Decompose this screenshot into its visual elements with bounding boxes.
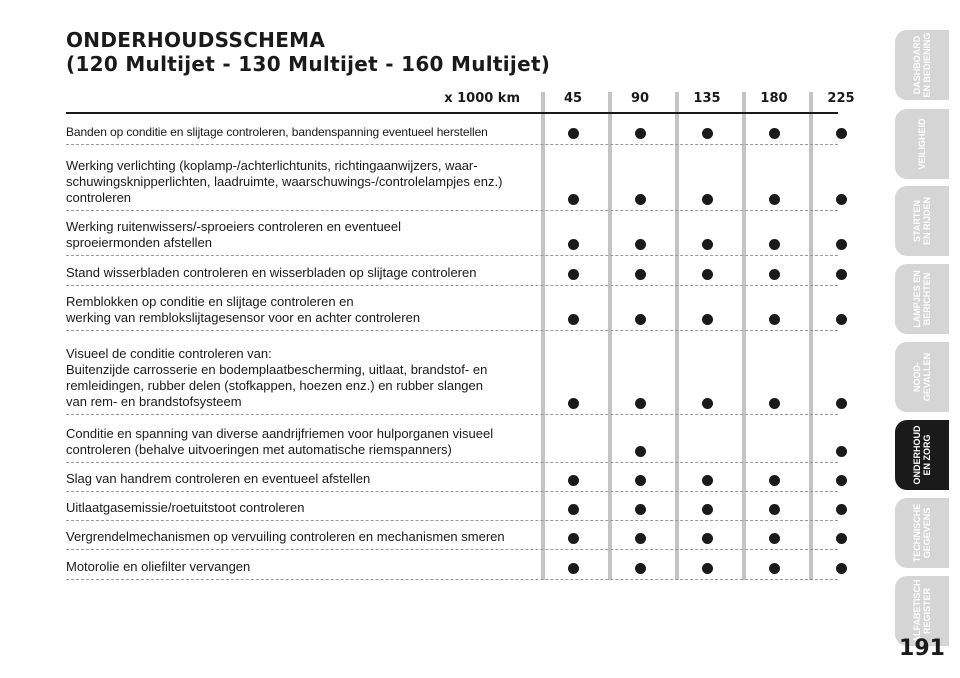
interval-check-mark: [836, 239, 847, 250]
chapter-tab-label: DASHBOARD EN BEDIENING: [912, 32, 932, 98]
interval-header-90: 90: [630, 91, 650, 106]
header-rule: [66, 112, 838, 114]
row-task-text: Remblokken op conditie en slijtage controleren en werking van remblokslijtagesensor voor en achter controleren: [66, 294, 421, 325]
interval-check-mark: [836, 128, 847, 139]
chapter-tab[interactable]: [895, 264, 949, 334]
interval-check-mark: [568, 475, 579, 486]
table-row: [66, 256, 838, 286]
table-row: [66, 521, 838, 550]
row-task-text: Motorolie en oliefilter vervangen: [66, 559, 251, 574]
interval-check-mark: [635, 446, 646, 457]
title-line-2: (120 Multijet - 130 Multijet - 160 Multijet): [66, 52, 551, 76]
interval-check-mark: [769, 239, 780, 250]
table-row: [66, 415, 838, 463]
interval-header-45: 45: [563, 91, 583, 106]
row-task-text: Stand wisserbladen controleren en wisserbladen op slijtage controleren: [66, 265, 477, 280]
interval-check-mark: [635, 194, 646, 205]
interval-check-mark: [769, 398, 780, 409]
interval-check-mark: [702, 194, 713, 205]
chapter-tab[interactable]: [895, 186, 949, 256]
interval-check-mark: [836, 563, 847, 574]
interval-check-mark: [568, 239, 579, 250]
chapter-tab-label: ONDERHOUD EN ZORG: [912, 425, 932, 485]
page-number: 191: [899, 636, 945, 661]
chapter-tab[interactable]: [895, 30, 949, 100]
interval-check-mark: [836, 398, 847, 409]
interval-check-mark: [568, 398, 579, 409]
interval-check-mark: [836, 269, 847, 280]
table-row: [66, 492, 838, 521]
interval-header-135: 135: [693, 91, 721, 106]
row-task-text: Uitlaatgasemissie/roetuitstoot controleren: [66, 500, 305, 515]
table-row: [66, 211, 838, 256]
row-task-text: Werking ruitenwissers/-sproeiers controleren en eventueel sproeiermonden afstellen: [66, 219, 402, 250]
interval-header-180: 180: [760, 91, 788, 106]
interval-check-mark: [702, 128, 713, 139]
row-task-text: Werking verlichting (koplamp-/achterlichtunits, richtingaanwijzers, waar- schuwingsknipperlichten, laadruimte, waarschuwings-/controlelampjes enz.) controleren: [66, 158, 503, 205]
chapter-tab-label: LAMPJES EN BERICHTEN: [912, 270, 932, 328]
chapter-tab[interactable]: [895, 342, 949, 412]
interval-check-mark: [702, 475, 713, 486]
interval-check-mark: [836, 504, 847, 515]
interval-check-mark: [702, 269, 713, 280]
interval-check-mark: [769, 194, 780, 205]
interval-check-mark: [702, 533, 713, 544]
table-row: [66, 145, 838, 211]
row-task-text: Banden op conditie en slijtage controleren, bandenspanning eventueel herstellen: [66, 125, 488, 139]
table-row: [66, 331, 838, 415]
interval-check-mark: [769, 314, 780, 325]
unit-label: x 1000 km: [444, 91, 520, 106]
interval-check-mark: [769, 475, 780, 486]
interval-check-mark: [769, 128, 780, 139]
interval-check-mark: [769, 504, 780, 515]
interval-check-mark: [568, 314, 579, 325]
page-title: [66, 28, 550, 76]
row-task-text: Conditie en spanning van diverse aandrijfriemen voor hulporganen visueel controleren (behalve uitvoeringen met automatische riemspanners): [66, 426, 494, 457]
interval-check-mark: [635, 563, 646, 574]
interval-check-mark: [836, 475, 847, 486]
interval-check-mark: [702, 314, 713, 325]
interval-check-mark: [635, 269, 646, 280]
chapter-tab-label: STARTEN EN RIJDEN: [912, 197, 932, 246]
interval-check-mark: [635, 533, 646, 544]
interval-check-mark: [702, 563, 713, 574]
interval-check-mark: [702, 398, 713, 409]
chapter-tab-label: NOOD- GEVALLEN: [912, 352, 932, 402]
interval-check-mark: [635, 128, 646, 139]
chapter-tab-label: VEILIGHEID: [917, 118, 927, 170]
table-row: [66, 286, 838, 331]
chapter-tab-label: TECHNISCHE GEGEVENS: [912, 503, 932, 563]
interval-check-mark: [568, 269, 579, 280]
chapter-tab-label: ALFABETISCH REGISTER: [912, 579, 932, 643]
row-task-text: Slag van handrem controleren en eventueel afstellen: [66, 471, 371, 486]
interval-check-mark: [769, 563, 780, 574]
interval-check-mark: [635, 239, 646, 250]
interval-check-mark: [568, 563, 579, 574]
interval-check-mark: [635, 475, 646, 486]
interval-header-225: 225: [827, 91, 855, 106]
interval-check-mark: [836, 533, 847, 544]
row-task-text: Visueel de conditie controleren van: Buitenzijde carrosserie en bodemplaatbescherming, uitlaat, brandstof- en remleidingen, rubber delen (stofkappen, hoezen enz.) en rubber slangen van rem- en brandstofsysteem: [66, 346, 488, 409]
chapter-tab[interactable]: [895, 420, 949, 490]
table-row: [66, 463, 838, 492]
interval-check-mark: [702, 239, 713, 250]
interval-check-mark: [769, 269, 780, 280]
interval-check-mark: [702, 504, 713, 515]
interval-check-mark: [635, 314, 646, 325]
interval-check-mark: [635, 504, 646, 515]
interval-check-mark: [635, 398, 646, 409]
row-task-text: Vergrendelmechanismen op vervuiling controleren en mechanismen smeren: [66, 529, 505, 544]
interval-check-mark: [568, 194, 579, 205]
chapter-tab[interactable]: [895, 109, 949, 179]
interval-check-mark: [769, 533, 780, 544]
interval-check-mark: [836, 446, 847, 457]
table-row: [66, 115, 838, 145]
chapter-tab[interactable]: [895, 498, 949, 568]
interval-check-mark: [836, 314, 847, 325]
table-row: [66, 550, 838, 580]
interval-check-mark: [568, 128, 579, 139]
title-line-1: ONDERHOUDSSCHEMA: [66, 28, 326, 52]
interval-check-mark: [568, 533, 579, 544]
interval-check-mark: [836, 194, 847, 205]
interval-check-mark: [568, 504, 579, 515]
